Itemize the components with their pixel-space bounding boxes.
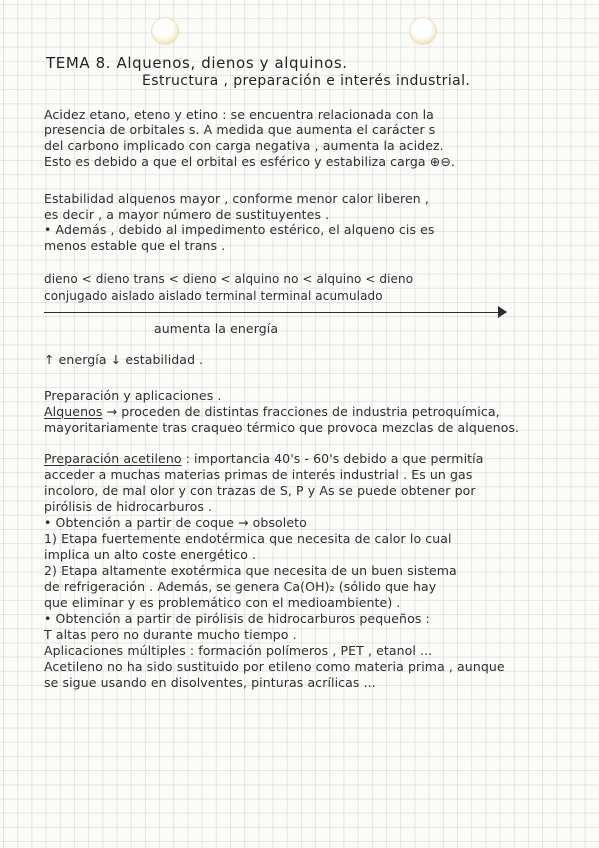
scale-row-bottom: conjugado aislado aislado terminal terminal acumulado: [44, 289, 383, 303]
scale-row-top: dieno < dieno trans < dieno < alquino no < alquino < dieno: [44, 272, 414, 286]
acetileno-line-14: Acetileno no ha sido sustituido por etileno como materia prima , aunque: [44, 659, 505, 674]
acetileno-line-7: implica un alto coste energético .: [44, 547, 257, 562]
acidez-line-1: Acidez etano, eteno y etino : se encuentra relacionada con la: [44, 107, 434, 122]
alquenos-text-1: → proceden de distintas fracciones de industria petroquímica,: [102, 404, 500, 419]
binder-hole-right: [410, 18, 436, 44]
energy-stability-legend: ↑ energía ↓ estabilidad .: [44, 352, 204, 367]
acetileno-line-12: T altas pero no durante mucho tiempo .: [44, 627, 297, 642]
acetileno-line-9: de refrigeración . Además, se genera Ca(OH)₂ (sólido que hay: [44, 579, 437, 594]
acetileno-line-10: que eliminar y es problemático con el medioambiente) .: [44, 595, 401, 610]
binder-hole-left: [152, 18, 178, 44]
acetileno-line-11: • Obtención a partir de pirólisis de hidrocarburos pequeños :: [44, 611, 430, 626]
acetileno-text-1: : importancia 40's - 60's debido a que permitía: [181, 451, 484, 466]
alquenos-line-1: [44, 405, 500, 419]
estabilidad-line-4: menos estable que el trans .: [44, 238, 226, 253]
preparacion-heading: Preparación y aplicaciones .: [44, 388, 222, 403]
energy-arrow-label: aumenta la energía: [154, 321, 279, 336]
alquenos-label: Alquenos: [44, 404, 103, 419]
acetileno-line-8: 2) Etapa altamente exotérmica que necesita de un buen sistema: [44, 563, 457, 578]
acetileno-line-2: acceder a muchas materias primas de interés industrial . Es un gas: [44, 467, 473, 482]
energy-arrow-head-icon: [498, 306, 507, 318]
energy-arrow-line: [44, 312, 502, 313]
page-title: TEMA 8. Alquenos, dienos y alquinos.: [46, 54, 348, 72]
acetileno-label: Preparación acetileno: [44, 451, 182, 466]
acetileno-line-4: pirólisis de hidrocarburos .: [44, 499, 213, 514]
estabilidad-line-2: es decir , a mayor número de sustituyentes .: [44, 207, 330, 222]
acidez-line-2: presencia de orbitales s. A medida que aumenta el carácter s: [44, 122, 436, 137]
acidez-line-3: del carbono implicado con carga negativa , aumenta la acidez.: [44, 138, 444, 153]
acetileno-line-5: • Obtención a partir de coque → obsoleto: [44, 515, 307, 530]
acetileno-line-3: incoloro, de mal olor y con trazas de S, P y As se puede obtener por: [44, 483, 476, 498]
acidez-line-4: Esto es debido a que el orbital es esférico y estabiliza carga ⊕⊖.: [44, 154, 455, 169]
acetileno-line-6: 1) Etapa fuertemente endotérmica que necesita de calor lo cual: [44, 531, 452, 546]
page-subtitle: Estructura , preparación e interés industrial.: [142, 73, 471, 89]
acetileno-line-1: [44, 452, 484, 466]
estabilidad-line-3: • Además , debido al impedimento estérico, el alqueno cis es: [44, 222, 435, 237]
alquenos-line-2: mayoritariamente tras craqueo térmico que provoca mezclas de alquenos.: [44, 420, 520, 435]
acetileno-line-15: se sigue usando en disolventes, pinturas acrílicas ...: [44, 675, 376, 690]
estabilidad-line-1: Estabilidad alquenos mayor , conforme menor calor liberen ,: [44, 191, 429, 206]
acetileno-line-13: Aplicaciones múltiples : formación polímeros , PET , etanol ...: [44, 643, 433, 658]
